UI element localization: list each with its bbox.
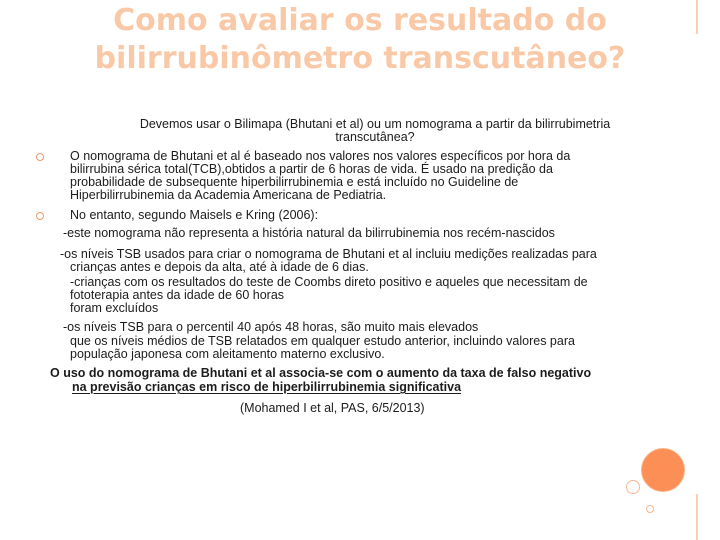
conclusion-line-1: O uso do nomograma de Bhutani et al associa-se com o aumento da taxa de falso negativo <box>50 366 592 380</box>
decorative-vertical-rule-bottom <box>696 494 698 540</box>
decorative-circle-large <box>641 448 685 492</box>
dash-item-2-line-5: foram excluídos <box>70 301 159 315</box>
intro-line-2: transcutânea? <box>335 130 415 144</box>
bullet-marker-2 <box>36 212 44 220</box>
slide-title-line-1: Como avaliar os resultado do <box>113 3 607 38</box>
dash-item-2-line-4: fototerapia antes da idade de 60 horas <box>70 288 285 302</box>
dash-item-3-line-2: que os níveis médios de TSB relatados em qualquer estudo anterior, incluindo valores para <box>70 334 575 348</box>
intro-line-1: Devemos usar o Bilimapa (Bhutani et al) ou um nomograma a partir da bilirrubimetria <box>139 117 611 131</box>
dash-item-1: -este nomograma não representa a história natural da bilirrubinemia nos recém-nascidos <box>63 226 555 240</box>
bullet-marker-1 <box>36 153 44 161</box>
bullet-1-line-4: Hiperbilirrubinemia da Academia Americana de Pediatria. <box>70 188 387 202</box>
bullet-1-line-2: bilirrubina sérica total(TCB),obtidos a partir de 6 horas de vida. É usado na predição da <box>70 162 553 176</box>
decorative-vertical-rule-top <box>696 0 698 34</box>
dash-item-3-line-1: -os níveis TSB para o percentil 40 após 48 horas, são muito mais elevados <box>63 320 479 334</box>
bullet-2-text: No entanto, segundo Maisels e Kring (2006): <box>70 208 319 222</box>
decorative-circle-small <box>646 505 654 513</box>
citation: (Mohamed I et al, PAS, 6/5/2013) <box>240 401 425 415</box>
slide-title <box>20 2 700 78</box>
dash-item-2-line-1: -os níveis TSB usados para criar o nomograma de Bhutani et al incluiu medições realizadas para <box>60 247 597 261</box>
decorative-circle-medium <box>626 480 640 494</box>
bullet-1-line-1: O nomograma de Bhutani et al é baseado nos valores nos valores específicos por hora da <box>70 149 571 163</box>
conclusion-line-2: na previsão crianças em risco de hiperbilirrubinemia significativa <box>72 380 462 394</box>
dash-item-2-line-3: -crianças com os resultados do teste de Coombs direto positivo e aqueles que necessitam de <box>70 275 588 289</box>
dash-item-2-line-2: crianças antes e depois da alta, até à idade de 6 dias. <box>70 260 369 274</box>
bullet-1-line-3: probabilidade de subsequente hiperbilirrubinemia e está incluído no Guideline de <box>70 175 519 189</box>
dash-item-3-line-3: população japonesa com aleitamento materno exclusivo. <box>70 347 385 361</box>
slide-title-line-2: bilirrubinômetro transcutâneo? <box>94 41 626 76</box>
